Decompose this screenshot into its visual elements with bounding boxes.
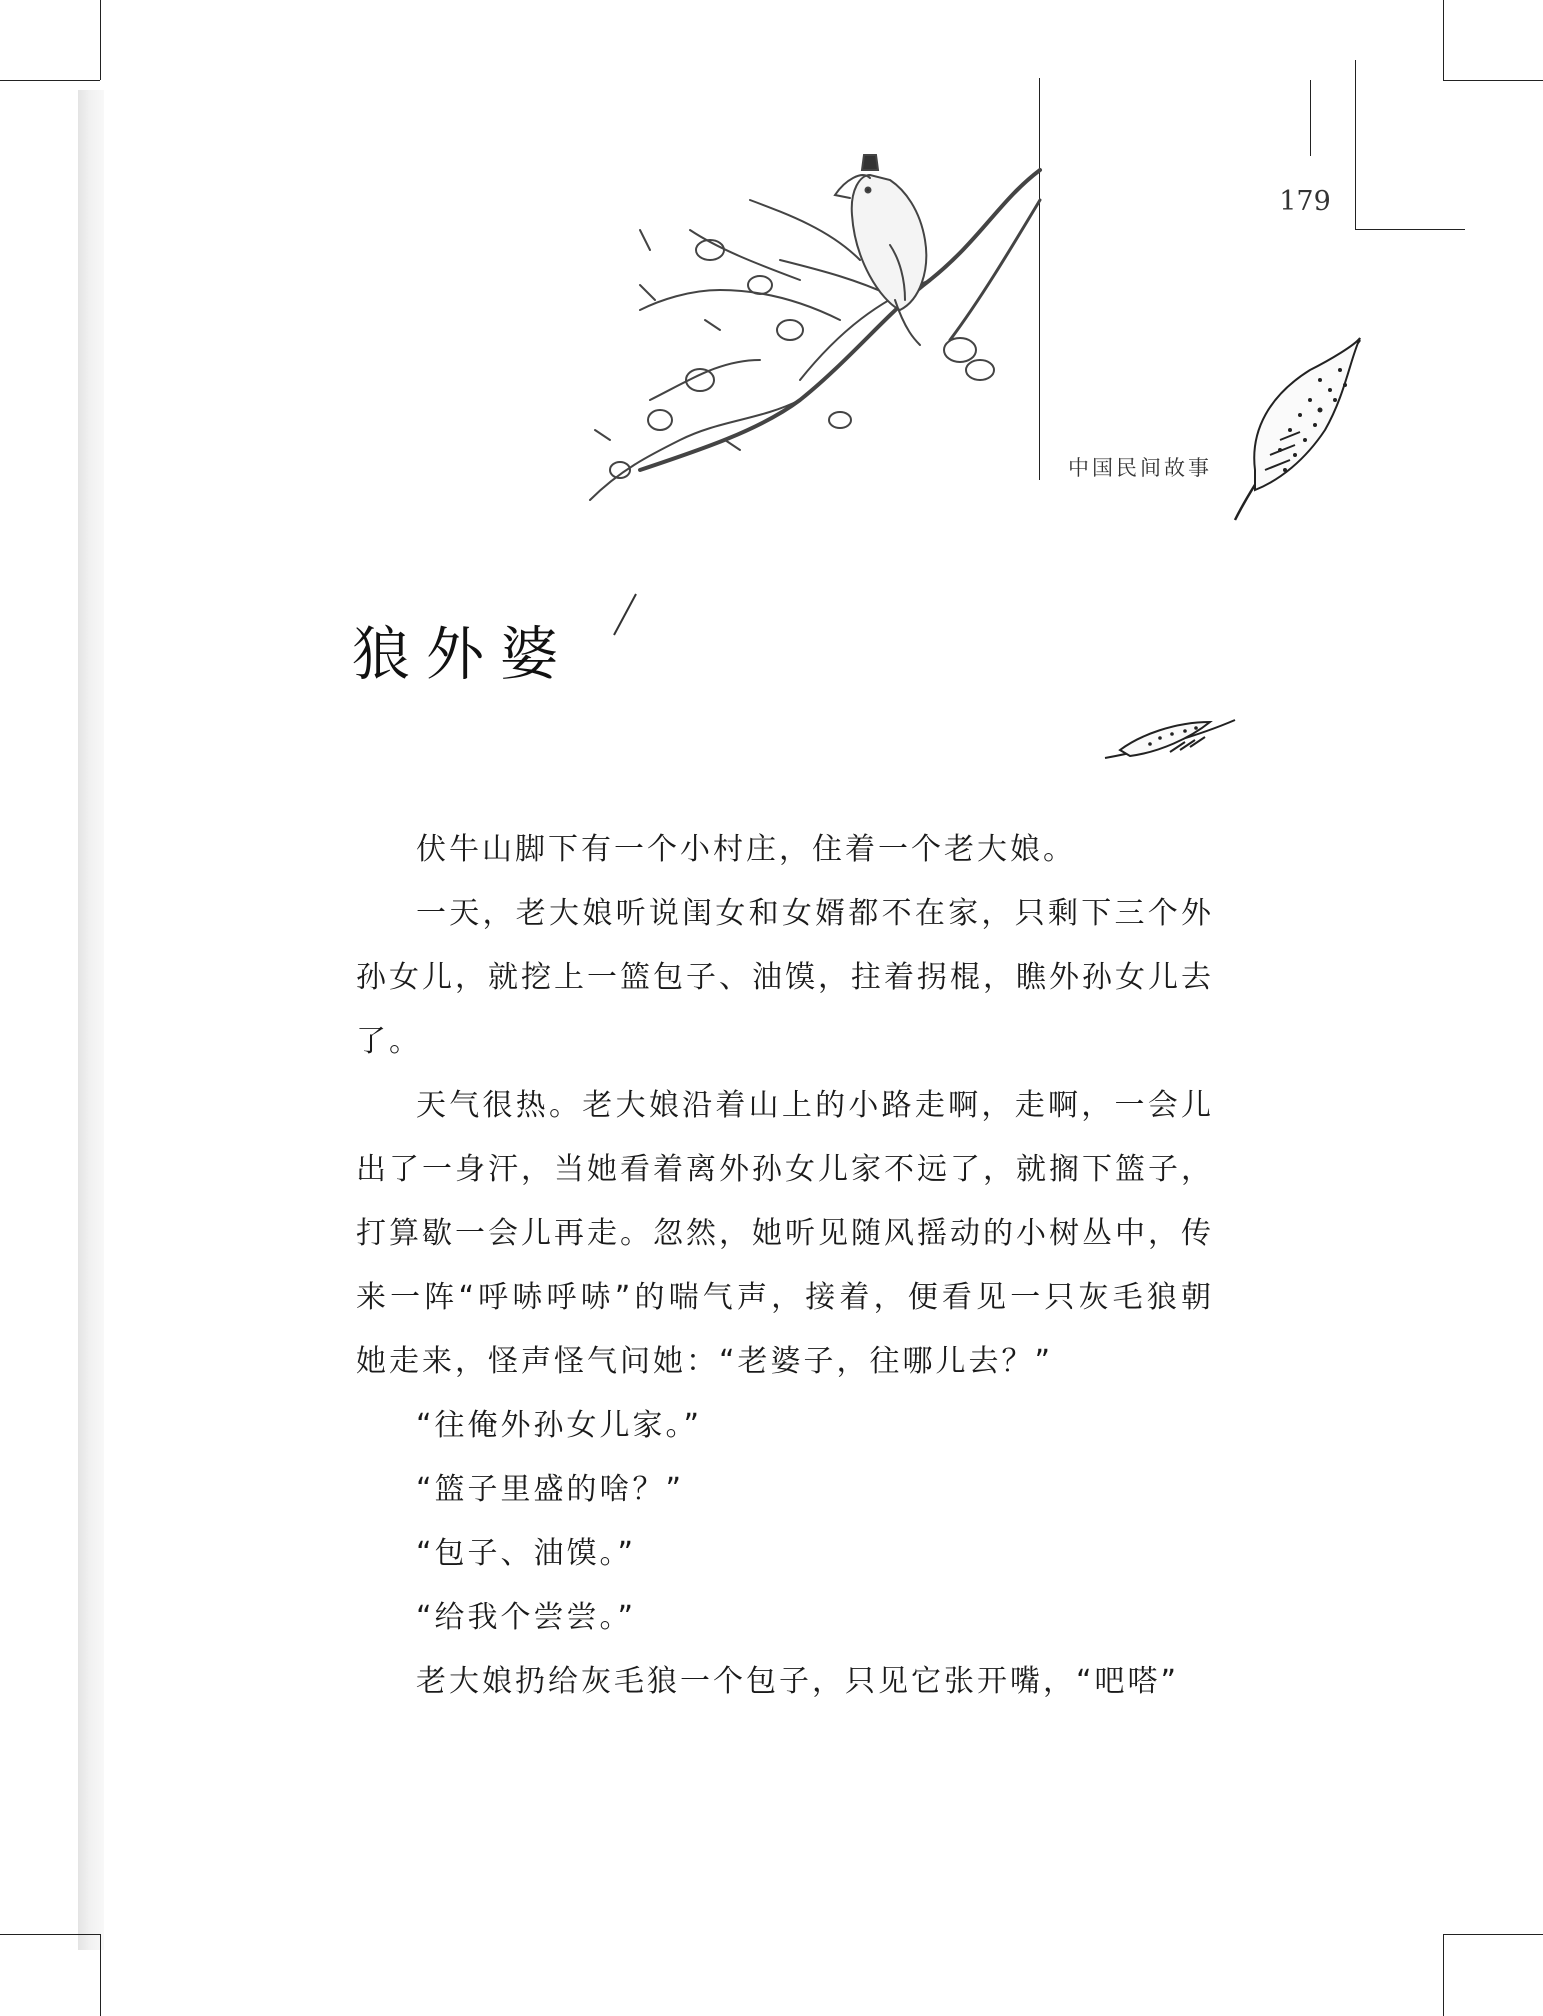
paragraph: “给我个尝尝。” <box>416 1600 637 1635</box>
paragraph: “篮子里盛的啥？” <box>416 1472 685 1507</box>
title-slash-decoration <box>614 594 636 635</box>
binding-gutter <box>78 90 104 1950</box>
bird-on-branch-illustration <box>590 155 1040 500</box>
paragraph: 老大娘扔给灰毛狼一个包子，只见它张开嘴，“吧嗒” <box>416 1664 1180 1699</box>
paragraph: 天气很热。老大娘沿着山上的小路走啊，走啊，一会儿出了一身汗，当她看着离外孙女儿家不远了，就搁下篮子，打算歇一会儿再走。忽然，她听见随风摇动的小树丛中，传来一阵“呼哧呼哧”的喘气声，接着，便看见一只灰毛狼朝她走来，怪声怪气问她：“老婆子，往哪儿去？” <box>356 1088 1214 1379</box>
small-feather-illustration <box>1105 720 1235 758</box>
paragraph: 伏牛山脚下有一个小村庄，住着一个老大娘。 <box>416 832 1076 867</box>
feather-illustration <box>1235 338 1360 520</box>
paragraph: “往俺外孙女儿家。” <box>416 1408 703 1443</box>
series-label: 中国民间故事 <box>1068 456 1212 480</box>
chapter-title: 狼外婆 <box>352 619 575 688</box>
story-text <box>356 818 1214 1714</box>
paragraph: “包子、油馍。” <box>416 1536 637 1571</box>
paragraph: 一天，老大娘听说闺女和女婿都不在家，只剩下三个外孙女儿，就挖上一篮包子、油馍，拄着拐棍，瞧外孙女儿去了。 <box>356 896 1214 1059</box>
page-number: 179 <box>1279 186 1331 217</box>
